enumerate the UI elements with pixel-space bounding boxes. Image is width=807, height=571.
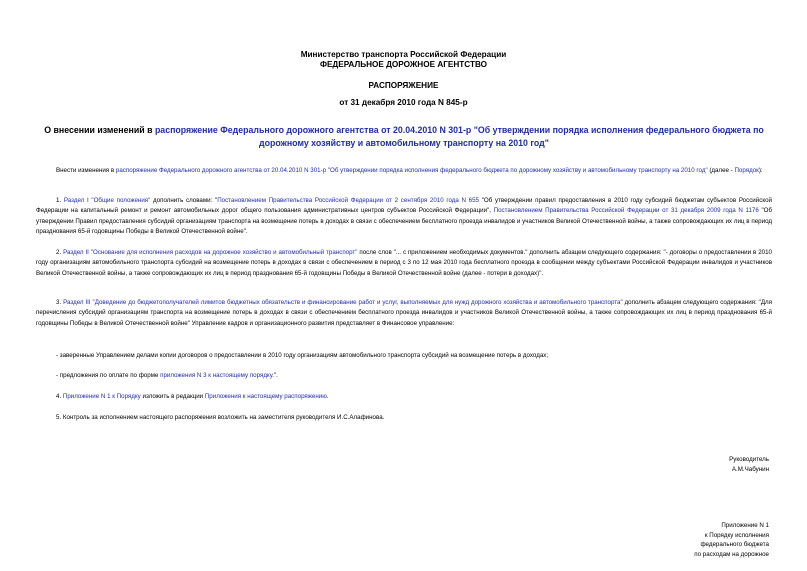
signature-position: Руководитель xyxy=(729,456,769,463)
intro-link[interactable]: распоряжение Федерального дорожного агентства от 20.04.2010 N 301-р "Об утверждении порядка исполнения федерального бюджета по дорожному хозяйству и автомобильному транспорту на 2010 год" xyxy=(115,167,708,174)
intro-text: Внести изменения в xyxy=(56,167,116,174)
bullet-proposals xyxy=(36,371,772,381)
paragraph-1 xyxy=(36,196,772,238)
intro-paragraph xyxy=(36,166,772,176)
p3-text: дополнить абзацем следующего содержания: "Для перечисления субсидий организациям транспорта на возмещение потерь в доходах в связи с обеспечением бесплатного проезда инвалидов и участников Великой Отечественной войны, а также сопровождающих их лиц в период празднования 65-й годовщины Победы в Великой Отечественной войне" Управление кадров и организационного развития представляет в Финансовое управление: xyxy=(36,299,773,327)
p1-text-2: "Об утверждении правил предоставления в 2010 году субсидий бюджетам субъектов Российской Федерации на капитальный ремонт и ремонт автомобильных дорог общего пользования административных центров субъектов Российской Федерации", xyxy=(36,197,772,215)
p4-number: 4. xyxy=(56,393,63,400)
document-type: РАСПОРЯЖЕНИЕ xyxy=(368,81,439,90)
appendix-line-3: федерального бюджета xyxy=(700,541,769,549)
agency-name: ФЕДЕРАЛЬНОЕ ДОРОЖНОЕ АГЕНТСТВО xyxy=(319,60,488,69)
paragraph-3 xyxy=(36,298,772,329)
decree-655-link[interactable]: Постановлением Правительства Российской Федерации от 2 сентября 2010 года N 655 xyxy=(217,197,479,204)
decree-1176-link[interactable]: Постановлением Правительства Российской Федерации от 31 декабря 2009 года N 1176 xyxy=(493,207,759,215)
appendix-line-2: к Порядку исполнения xyxy=(704,531,769,539)
poryadok-link[interactable]: Порядок xyxy=(734,167,759,174)
p2-number: 2. xyxy=(56,249,64,256)
p1-text: дополнить словами: " xyxy=(150,197,218,204)
p1-text-3: "Об утверждении Правил предоставления субсидий организациям транспорта на возмещение потерь в доходах в связи с обеспечением бесплатного проезда инвалидов и участников Великой Отечественной войны, а также сопровождающих их лиц в период празднования 65-й годовщины Победы в Великой Отечественной войне". xyxy=(36,207,772,236)
document-title xyxy=(36,124,772,149)
document-date-number: от 31 декабря 2010 года N 845-р xyxy=(339,98,468,107)
signature-name: А.М.Чабунин xyxy=(731,465,769,473)
bullet2-text: - предложения по оплате по форме xyxy=(56,372,161,379)
p3-number: 3. xyxy=(56,299,64,306)
order-appendix-link[interactable]: Приложения к настоящему распоряжению xyxy=(204,393,327,400)
appendix-line-1: Приложение N 1 xyxy=(721,522,769,529)
section-1-link[interactable]: Раздел I "Общие положения" xyxy=(63,197,151,204)
bullet-contracts: - заверенные Управлением делами копии договоров о предоставлении в 2010 году организациям автомобильного транспорта субсидий на возмещение потерь в доходах; xyxy=(56,352,549,359)
intro-text-2: (далее - xyxy=(707,167,735,174)
appendix-3-link[interactable]: приложения N 3 к настоящему порядку xyxy=(160,372,273,379)
paragraph-2 xyxy=(36,248,772,279)
bullet2-text-2: .". xyxy=(272,372,278,379)
paragraph-5: 5. Контроль за исполнением настоящего распоряжения возложить на заместителя руководителя И.С.Алафинова. xyxy=(56,414,385,421)
p4-text-2: . xyxy=(326,393,329,400)
p2-text: после слов "... с приложением необходимых документов." дополнить абзацем следующего содержания: "- договоры о предоставлении в 2010 году организациям автомобильного транспорта субсидий на возмещение потерь в доходах в связи с обеспечением в период с 3 по 12 мая 2010 года бесплатного проезда в сообщении между субъектами Российской Федерации инвалидов и участников Великой Отечественной войны, а также сопровождающих их лиц в период празднования 65-й годовщины Победы в Великой Отечественной войне (далее - потери в доходах)". xyxy=(36,249,772,277)
title-prefix: О внесении изменений в xyxy=(44,125,155,135)
signature-block xyxy=(729,455,769,474)
ministry-name: Министерство транспорта Российской Федерации xyxy=(300,50,507,59)
appendix-1-link[interactable]: Приложение N 1 к Порядку xyxy=(62,393,141,400)
intro-text-3: ): xyxy=(758,167,763,174)
section-3-link[interactable]: Раздел III "Доведение до бюджетополучателей лимитов бюджетных обязательств и финансирование работ и услуг, выполняемых для нужд дорожного хозяйства и автомобильного транспорта" xyxy=(63,299,623,306)
appendix-header xyxy=(694,521,769,559)
p1-number: 1. xyxy=(56,197,64,204)
p4-text: изложить в редакции xyxy=(140,393,205,400)
title-link[interactable]: распоряжение Федерального дорожного агентства от 20.04.2010 N 301-р "Об утверждении порядка исполнения федерального бюджета по дорожному хозяйству и автомобильному транспорту на 2010 год" xyxy=(154,125,764,148)
section-2-link[interactable]: Раздел II "Основание для исполнения расходов на дорожное хозяйство и автомобильный транспорт" xyxy=(63,249,358,256)
appendix-line-4: по расходам на дорожное xyxy=(694,550,769,558)
paragraph-4 xyxy=(36,392,772,402)
